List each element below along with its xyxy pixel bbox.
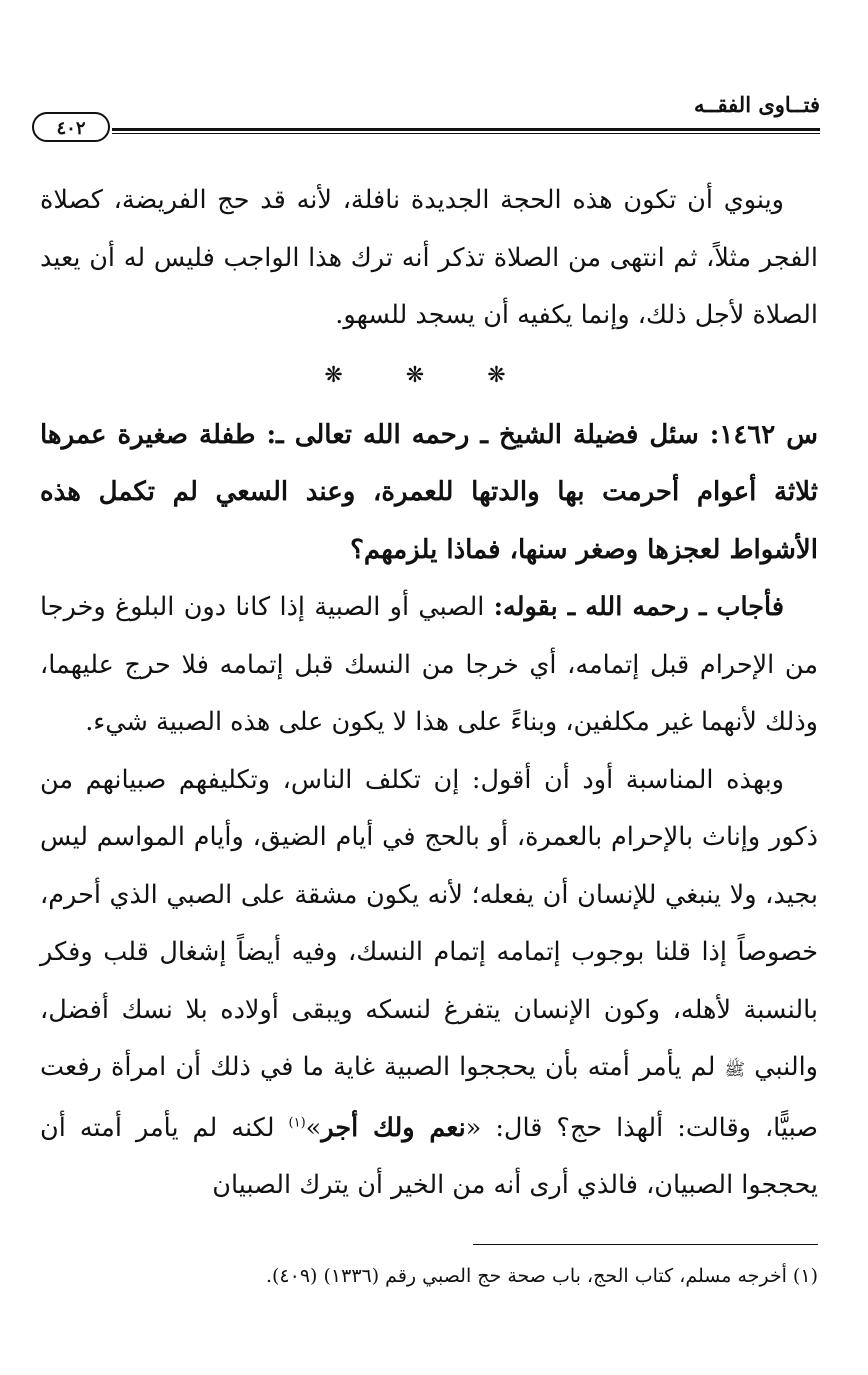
commentary-text-2: لم يأمر أمته بأن يحججوا الصبية غاية ما في ذلك أن امرأة رفعت صبيًّا، وقالت: ألهذا حج؟ قال: « — [40, 1052, 818, 1143]
salutation-glyph: ﷺ — [724, 1060, 746, 1080]
footnote-rule — [473, 1244, 818, 1245]
page-number: ٤٠٢ — [32, 112, 110, 142]
book-title: فتــاوى الفقــه — [693, 92, 820, 117]
footnote-reference: (١) — [288, 1115, 306, 1130]
hadith-quote: نعم ولك أجر — [321, 1112, 466, 1143]
running-header — [32, 92, 820, 152]
page-body — [40, 172, 818, 1215]
commentary-paragraph — [40, 752, 818, 1215]
answer-paragraph — [40, 579, 818, 752]
header-rule — [112, 128, 820, 134]
question-paragraph: س ١٤٦٢: سئل فضيلة الشيخ ـ رحمه الله تعالى ـ: طفلة صغيرة عمرها ثلاثة أعوام أحرمت بها والدتها للعمرة، وعند السعي لم تكمل هذه الأشواط لعجزها وصغر سنها، فماذا يلزمهم؟ — [40, 419, 819, 565]
commentary-text-1: وبهذه المناسبة أود أن أقول: إن تكلف الناس، وتكليفهم صبيانهم من ذكور وإناث بالإحرام بالعمرة، أو بالحج في أيام الضيق، وأيام المواسم ليس بجيد، ولا ينبغي للإنسان أن يفعله؛ لأنه يكون مشقة على الصبي الذي أحرم، خصوصاً إذا قلنا بوجوب إتمامه إتمام النسك، وفيه أيضاً إشغال قلب وفكر بالنسبة لأهله، وكون الإنسان يتفرغ لنسكه ويبقى أولاده بلا نسك أفضل، والنبي — [40, 764, 818, 1082]
paragraph-continuation: وينوي أن تكون هذه الحجة الجديدة نافلة، لأنه قد حج الفريضة، كصلاة الفجر مثلاً، ثم انتهى من الصلاة تذكر أنه ترك هذا الواجب فليس له أن يعيد الصلاة لأجل ذلك، وإنما يكفيه أن يسجد للسهو. — [40, 185, 818, 330]
answer-intro: فأجاب ـ رحمه الله ـ بقوله: — [493, 592, 785, 622]
section-separator: ❋ ❋ ❋ — [324, 362, 534, 388]
footnote: (١) أخرجه مسلم، كتاب الحج، باب صحة حج الصبي رقم (١٣٣٦) (٤٠٩). — [265, 1265, 818, 1287]
commentary-text-3: » — [305, 1112, 322, 1143]
commentary-text-4: لكنه لم يأمر أمته أن يحججوا الصبيان، فالذي أرى أنه من الخير أن يترك الصبيان — [40, 1112, 818, 1200]
answer-text: الصبي أو الصبية إذا كانا دون البلوغ وخرجا من الإحرام قبل إتمامه، أي خرجا من النسك قبل إتمامه فلا حرج عليهما، وذلك لأنهما غير مكلفين، وبناءً على هذا لا يكون على هذه الصبية شيء. — [40, 592, 818, 737]
